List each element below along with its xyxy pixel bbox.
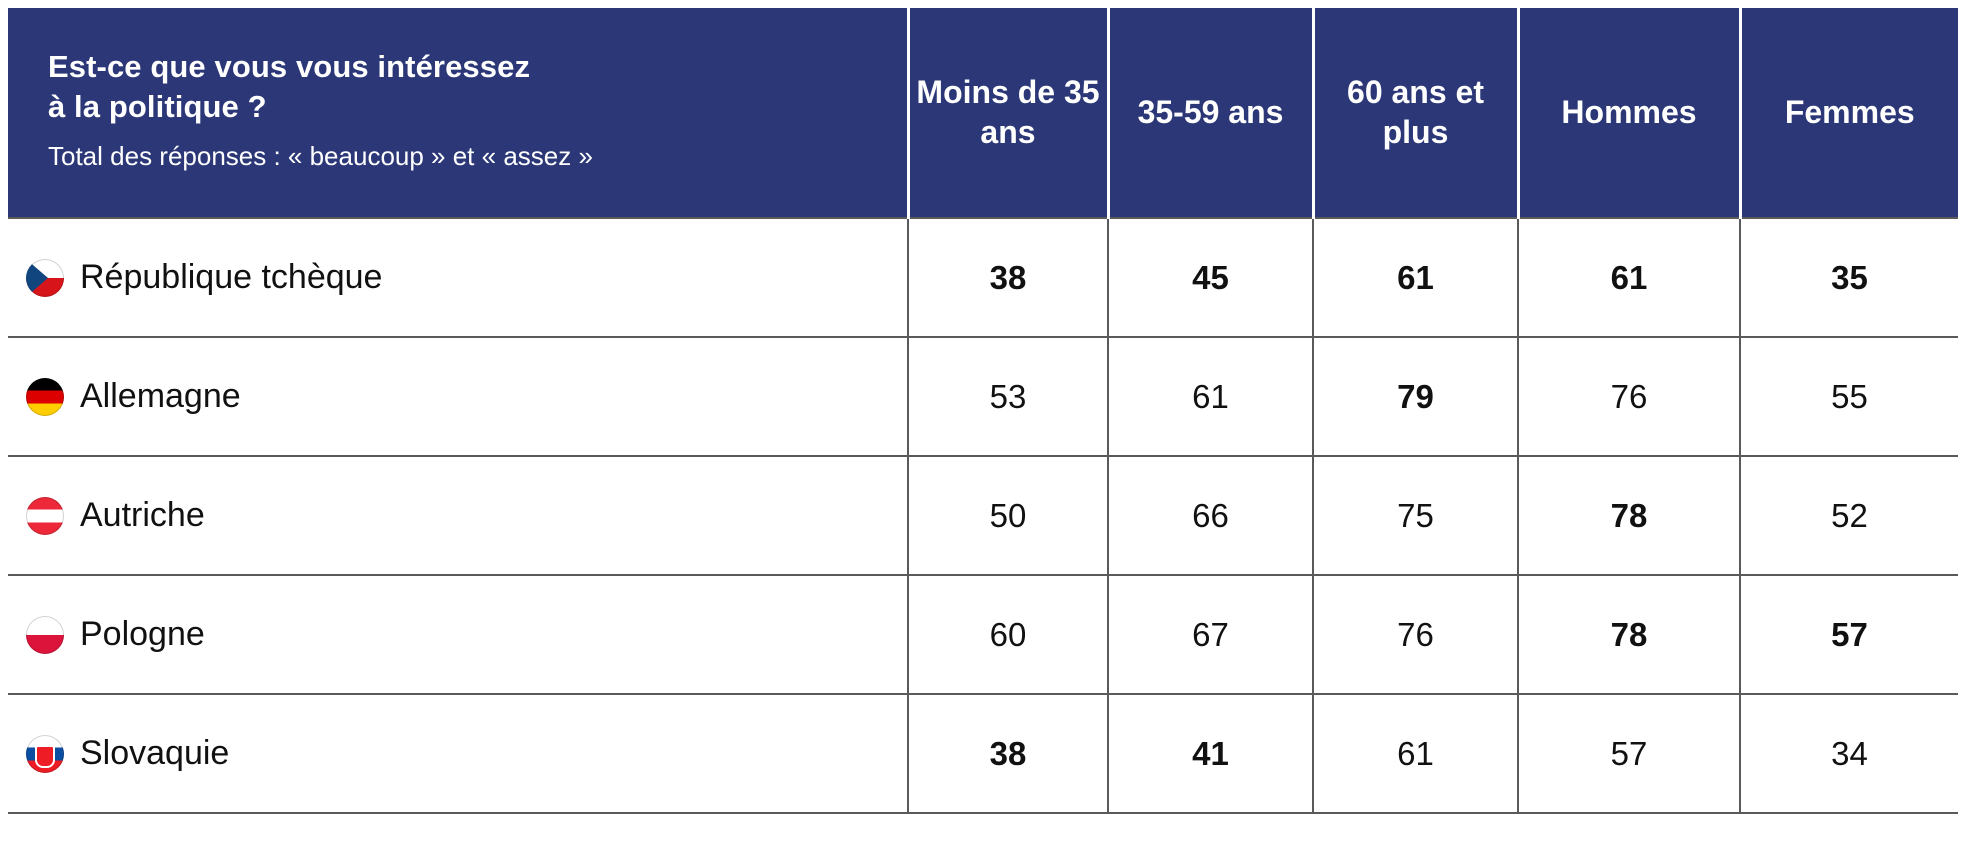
cell-hommes: 78 — [1518, 575, 1740, 694]
cell-hommes: 78 — [1518, 456, 1740, 575]
country-label: Autriche — [80, 495, 205, 534]
table-header — [8, 8, 1958, 218]
question-title — [48, 47, 881, 126]
table-body — [8, 218, 1958, 813]
cell-60plus: 61 — [1313, 218, 1518, 337]
cell-35-59: 61 — [1108, 337, 1313, 456]
column-header-60-ans-et-plus: 60 ans et plus — [1313, 8, 1518, 218]
row-country-cell — [8, 694, 908, 813]
cell-35-59: 45 — [1108, 218, 1313, 337]
cell-35-59: 41 — [1108, 694, 1313, 813]
cell-femmes: 34 — [1740, 694, 1958, 813]
table-row — [8, 218, 1958, 337]
row-country-cell — [8, 456, 908, 575]
question-title-line2: à la politique ? — [48, 88, 267, 124]
question-title-line1: Est-ce que vous vous intéressez — [48, 48, 531, 84]
flag-germany-icon — [26, 378, 64, 416]
cell-moins35: 38 — [908, 218, 1108, 337]
flag-czech-republic-icon — [26, 259, 64, 297]
poll-results-table-container — [8, 8, 1958, 814]
cell-hommes: 57 — [1518, 694, 1740, 813]
cell-femmes: 35 — [1740, 218, 1958, 337]
cell-moins35: 38 — [908, 694, 1108, 813]
flag-slovakia-icon — [26, 735, 64, 773]
flag-poland-icon — [26, 616, 64, 654]
table-header-row — [8, 8, 1958, 218]
table-row — [8, 575, 1958, 694]
cell-60plus: 61 — [1313, 694, 1518, 813]
column-header-35-59-ans: 35-59 ans — [1108, 8, 1313, 218]
cell-femmes: 52 — [1740, 456, 1958, 575]
country-label: Slovaquie — [80, 733, 230, 772]
poll-results-table — [8, 8, 1958, 814]
row-country-cell — [8, 218, 908, 337]
cell-60plus: 79 — [1313, 337, 1518, 456]
table-row — [8, 694, 1958, 813]
cell-moins35: 53 — [908, 337, 1108, 456]
cell-femmes: 57 — [1740, 575, 1958, 694]
cell-60plus: 75 — [1313, 456, 1518, 575]
cell-hommes: 61 — [1518, 218, 1740, 337]
column-header-hommes: Hommes — [1518, 8, 1740, 218]
question-subtitle: Total des réponses : « beaucoup » et « assez » — [48, 141, 593, 172]
country-label: Pologne — [80, 614, 205, 653]
table-row — [8, 337, 1958, 456]
cell-hommes: 76 — [1518, 337, 1740, 456]
column-header-femmes: Femmes — [1740, 8, 1958, 218]
cell-60plus: 76 — [1313, 575, 1518, 694]
table-row — [8, 456, 1958, 575]
row-country-cell — [8, 337, 908, 456]
country-label: République tchèque — [80, 257, 383, 296]
row-country-cell — [8, 575, 908, 694]
cell-moins35: 60 — [908, 575, 1108, 694]
cell-35-59: 67 — [1108, 575, 1313, 694]
question-header-cell — [8, 8, 908, 218]
cell-35-59: 66 — [1108, 456, 1313, 575]
cell-moins35: 50 — [908, 456, 1108, 575]
flag-austria-icon — [26, 497, 64, 535]
cell-femmes: 55 — [1740, 337, 1958, 456]
column-header-moins-de-35-ans: Moins de 35 ans — [908, 8, 1108, 218]
country-label: Allemagne — [80, 376, 241, 415]
